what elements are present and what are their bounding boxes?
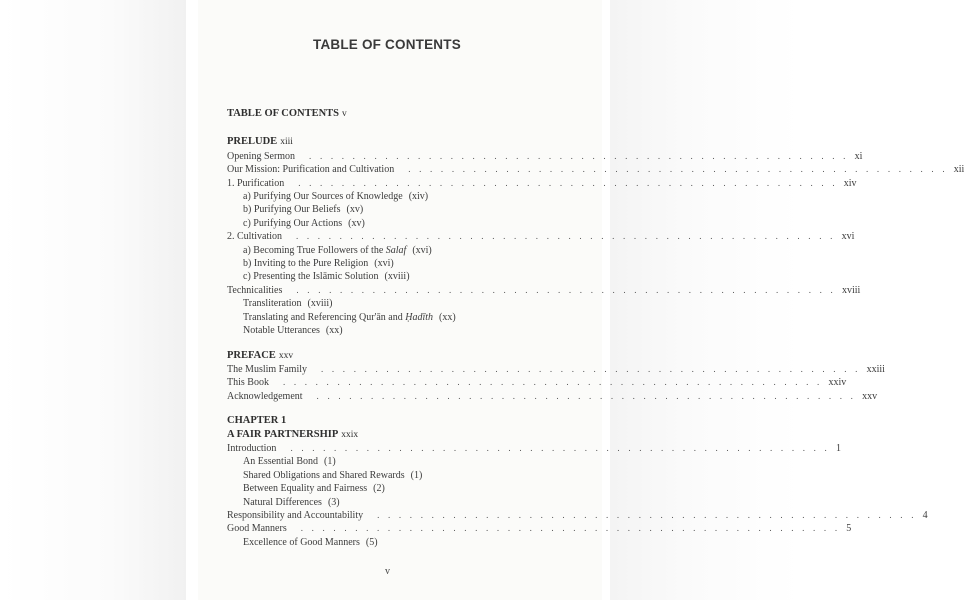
entry-label: Introduction: [227, 442, 277, 454]
subentry-page: (3): [327, 496, 340, 508]
chapter1-subheading-page: xxix: [341, 429, 359, 440]
subentry-label: a) Becoming True Followers of the: [243, 244, 384, 256]
subentry-label: Natural Differences: [243, 496, 322, 508]
entry-page: xvi: [841, 231, 855, 243]
subentry-label: Transliteration: [243, 298, 302, 310]
entry-page: 1: [836, 442, 841, 454]
left-margin: [0, 0, 186, 600]
dot-leader: . . . . . . . . . . . . . . . . . . . . . . . . . . . . . . . . . . . . . . . . . . . . . . . . . .: [300, 523, 841, 534]
subentry-italic: Salaf: [385, 244, 407, 256]
entry-label: Our Mission: Purification and Cultivation: [227, 164, 395, 176]
toc-entry-technicalities: [227, 284, 861, 297]
subentry-label: b) Purifying Our Beliefs: [243, 204, 341, 216]
toc-subentry: [227, 311, 547, 324]
entry-page: xiv: [843, 177, 857, 189]
toc-subentry: [227, 217, 547, 230]
toc-entry-good-manners: [227, 522, 852, 535]
subentry-label: c) Presenting the Islāmic Solution: [243, 271, 379, 283]
entry-page: 5: [846, 523, 852, 535]
toc-entry-introduction: [227, 442, 841, 455]
toc-subentry: [227, 469, 547, 482]
toc-subentry: [227, 297, 547, 310]
subentry-page: (xv): [348, 217, 365, 229]
subentry-italic: Ḥadīth: [405, 311, 434, 323]
subentry-page: (xvi): [374, 258, 394, 270]
toc-entry-responsibility: [227, 509, 928, 522]
entry-label: Responsibility and Accountability: [227, 509, 364, 521]
dot-leader: . . . . . . . . . . . . . . . . . . . . . . . . . . . . . . . . . . . . . . . . . . . . . . . . . .: [282, 377, 823, 388]
toc-subentry: [227, 536, 547, 549]
entry-page: xi: [854, 150, 863, 162]
subentry-label: Translating and Referencing Qur'ān and: [243, 311, 403, 323]
toc-entry-this-book: [227, 376, 847, 389]
subentry-label: An Essential Bond: [243, 456, 318, 468]
toc-contents-heading: [227, 107, 547, 121]
entry-page: xii: [953, 164, 964, 176]
subentry-page: (2): [373, 483, 385, 495]
toc-subentry: [227, 324, 547, 337]
subentry-page: (xvi): [412, 244, 432, 256]
dot-leader: . . . . . . . . . . . . . . . . . . . . . . . . . . . . . . . . . . . . . . . . . . . . . . . . . .: [321, 363, 861, 374]
prelude-heading-page: xiii: [280, 137, 293, 148]
page-title: TABLE OF CONTENTS: [313, 37, 461, 52]
toc-subentry: [227, 482, 547, 495]
subentry-page: (xx): [439, 311, 456, 323]
preface-heading-label: PREFACE: [227, 349, 276, 361]
entry-page: xxv: [862, 390, 878, 402]
toc-entry-cultivation: [227, 230, 855, 243]
subentry-page: (xiv): [408, 191, 429, 203]
entry-label: 1. Purification: [227, 177, 285, 189]
subentry-label: Between Equality and Fairness: [243, 483, 368, 495]
dot-leader: . . . . . . . . . . . . . . . . . . . . . . . . . . . . . . . . . . . . . . . . . . . . . . . . . .: [298, 177, 838, 188]
toc-contents-page: v: [342, 109, 347, 119]
toc-body: [227, 107, 964, 549]
subentry-label: Notable Utterances: [243, 325, 320, 337]
prelude-heading: [227, 135, 547, 149]
entry-label: Good Manners: [227, 523, 287, 535]
dot-leader: . . . . . . . . . . . . . . . . . . . . . . . . . . . . . . . . . . . . . . . . . . . . . . . . . .: [408, 164, 948, 175]
toc-contents-label: TABLE OF CONTENTS: [227, 108, 340, 119]
entry-label: Acknowledgement: [227, 390, 303, 402]
toc-subentry: [227, 190, 547, 203]
toc-subentry: [227, 257, 547, 270]
entry-label: Technicalities: [227, 284, 283, 296]
subentry-page: (5): [365, 536, 378, 548]
toc-entry-muslim-family: [227, 363, 885, 376]
subentry-label: c) Purifying Our Actions: [243, 217, 343, 229]
dot-leader: . . . . . . . . . . . . . . . . . . . . . . . . . . . . . . . . . . . . . . . . . . . . . . . . . .: [296, 284, 836, 295]
dot-leader: . . . . . . . . . . . . . . . . . . . . . . . . . . . . . . . . . . . . . . . . . . . . . . . . . .: [316, 390, 857, 401]
toc-subentry: [227, 496, 547, 509]
entry-page: xxiv: [828, 377, 847, 389]
dot-leader: . . . . . . . . . . . . . . . . . . . . . . . . . . . . . . . . . . . . . . . . . . . . . . . . . .: [377, 509, 917, 520]
toc-subentry: [227, 203, 547, 216]
toc-subentry: [227, 455, 547, 468]
subentry-page: (xviii): [384, 271, 410, 283]
subentry-page: (xx): [325, 325, 343, 337]
subentry-label: Excellence of Good Manners: [243, 536, 360, 548]
dot-leader: . . . . . . . . . . . . . . . . . . . . . . . . . . . . . . . . . . . . . . . . . . . . . . . . . .: [290, 442, 830, 453]
toc-subentry: [227, 244, 547, 257]
toc-subentry: [227, 270, 547, 283]
page-number: v: [385, 566, 390, 577]
subentry-page: (xv): [346, 204, 364, 216]
entry-page: 4: [922, 509, 928, 521]
chapter1-subheading: [227, 428, 547, 442]
dot-leader: . . . . . . . . . . . . . . . . . . . . . . . . . . . . . . . . . . . . . . . . . . . . . . . . . .: [309, 150, 849, 161]
preface-heading: [227, 349, 547, 363]
subentry-label: b) Inviting to the Pure Religion: [243, 258, 369, 270]
entry-page: xviii: [841, 284, 861, 296]
subentry-page: (1): [410, 469, 423, 481]
chapter1-subheading-label: A FAIR PARTNERSHIP: [227, 428, 339, 440]
toc-entry-opening-sermon: [227, 150, 863, 163]
toc-entry-our-mission: [227, 163, 964, 176]
subentry-page: (xviii): [307, 298, 333, 310]
subentry-label: a) Purifying Our Sources of Knowledge: [243, 191, 403, 203]
preface-heading-page: xxv: [278, 350, 294, 361]
entry-page: xxiii: [866, 363, 885, 375]
subentry-page: (1): [324, 456, 336, 468]
entry-label: The Muslim Family: [227, 363, 307, 375]
entry-label: Opening Sermon: [227, 150, 296, 162]
subentry-label: Shared Obligations and Shared Rewards: [243, 469, 405, 481]
toc-entry-acknowledgement: [227, 390, 878, 403]
chapter1-heading: CHAPTER 1: [227, 415, 287, 427]
dot-leader: . . . . . . . . . . . . . . . . . . . . . . . . . . . . . . . . . . . . . . . . . . . . . . . . . .: [296, 231, 836, 242]
entry-label: This Book: [227, 377, 269, 389]
prelude-heading-label: PRELUDE: [227, 136, 278, 148]
entry-label: 2. Cultivation: [227, 231, 282, 243]
toc-entry-purification: [227, 177, 857, 190]
